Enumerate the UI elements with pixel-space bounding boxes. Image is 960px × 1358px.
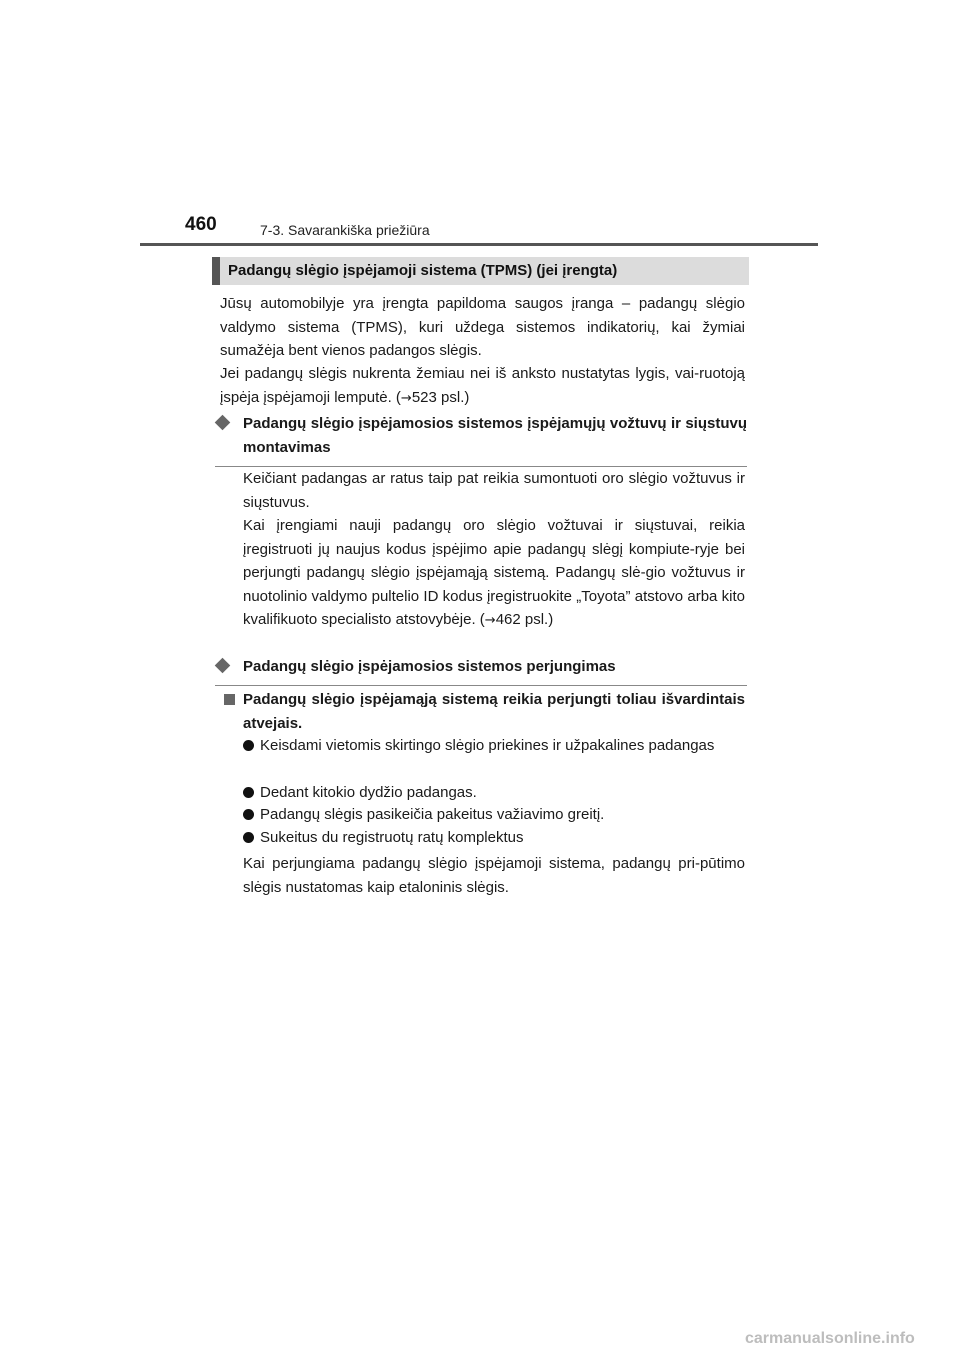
list-item: Keisdami vietomis skirtingo slėgio priekines ir užpakalines padangas [243, 734, 745, 758]
intro-paragraph-1: Jūsų automobilyje yra įrengta papildoma saugos įranga – padangų slėgio valdymo sistema (TPMS), kuri uždega sistemos indikatorių, kai žymiai sumažėja bent vienos padangos slėgis. [220, 295, 745, 359]
section1-paragraph-1: Keičiant padangas ar ratus taip pat reikia sumontuoti oro slėgio vožtuvus ir siųstuvus. [243, 470, 745, 511]
list-item: Padangų slėgis pasikeičia pakeitus važiavimo greitį. [243, 803, 745, 827]
bullet-dot-icon [243, 832, 254, 843]
title-bar: Padangų slėgio įspėjamoji sistema (TPMS) (jei įrengta) [212, 257, 749, 285]
watermark: carmanualsonline.info [745, 1330, 915, 1347]
intro-paragraph-2: Jei padangų slėgis nukrenta žemiau nei iš anksto nustatytas lygis, vai-ruotoją įspėja įspėjamoji lemputė. (→523 psl.) [220, 365, 745, 406]
section2-subheading-text: Padangų slėgio įspėjamąją sistemą reikia perjungti toliau išvardintais atvejais. [243, 691, 745, 732]
arrow-right-icon: → [484, 613, 496, 628]
diamond-icon [215, 415, 231, 431]
arrow-right-icon: → [400, 390, 412, 406]
page-number: 460 [185, 214, 217, 235]
section2-heading [215, 655, 747, 686]
list-item: Dedant kitokio dydžio padangas. [243, 781, 745, 805]
diamond-icon [215, 658, 231, 674]
bullet-dot-icon [243, 787, 254, 798]
bullet-dot-icon [243, 740, 254, 751]
section-label: 7-3. Savarankiška priežiūra [260, 222, 430, 238]
square-bullet-icon [224, 694, 235, 705]
section2-heading-text: Padangų slėgio įspėjamosios sistemos perjungimas [243, 658, 616, 675]
list-item: Sukeitus du registruotų ratų komplektus [243, 826, 745, 850]
bullet-dot-icon [243, 809, 254, 820]
header-rule [140, 243, 818, 246]
section2-subheading [220, 688, 745, 736]
closing-paragraph: Kai perjungiama padangų slėgio įspėjamoji sistema, padangų pri-pūtimo slėgis nustatomas kaip etaloninis slėgis. [243, 855, 745, 896]
section1-paragraph-2: Kai įrengiami nauji padangų oro slėgio vožtuvai ir siųstuvai, reikia įregistruoti jų naujus kodus įspėjimo apie padangų slėgį kompiute-ryje bei perjungti padangų slėgio įspėjamąją sistemą. Padangų slė-gio vožtuvus ir nuotolinio valdymo pultelio ID kodus įregistruokite „Toyota” atstovo arba kito kvalifikuoto specialisto atstovybėje. (→462 psl.) [243, 517, 745, 628]
section1-heading [215, 412, 747, 467]
section1-heading-text: Padangų slėgio įspėjamosios sistemos įspėjamųjų vožtuvų ir siųstuvų montavimas [243, 415, 747, 456]
